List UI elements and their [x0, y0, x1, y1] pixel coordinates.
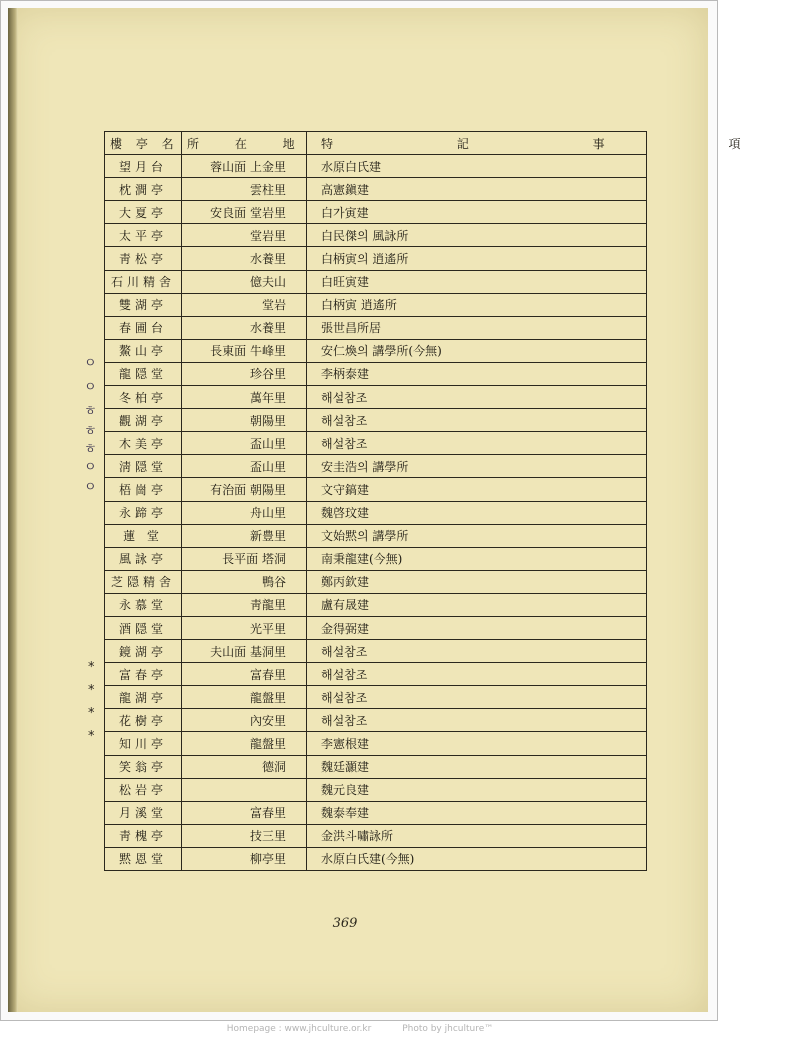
location-cell: 安良面 堂岩里: [182, 201, 307, 224]
table-row: [105, 593, 647, 616]
table-row: [105, 178, 647, 201]
asterisk-mark: *: [88, 706, 95, 721]
location-cell: 長東面 牛峰里: [182, 339, 307, 362]
asterisk-mark: *: [88, 729, 95, 744]
pavilion-name-cell: 太平亭: [105, 224, 182, 247]
note-cell: 水原白氏建: [307, 155, 647, 178]
location-cell: 長平面 塔洞: [182, 547, 307, 570]
pavilion-table: [104, 131, 800, 871]
pavilion-name-cell: 靑槐亭: [105, 824, 182, 847]
location-cell: 盃山里: [182, 455, 307, 478]
book-spine: [8, 8, 18, 1012]
table-row: [105, 570, 647, 593]
table-row: [105, 316, 647, 339]
pavilion-name-cell: 靑松亭: [105, 247, 182, 270]
table-row: [105, 801, 647, 824]
pavilion-name-cell: 石川精舍: [105, 270, 182, 293]
table-row: [105, 478, 647, 501]
table-row: [105, 755, 647, 778]
location-cell: 靑龍里: [182, 593, 307, 616]
location-cell: 舟山里: [182, 501, 307, 524]
note-cell: 李憲根建: [307, 732, 647, 755]
pavilion-name-cell: 枕澗亭: [105, 178, 182, 201]
pavilion-name-cell: 春圃台: [105, 316, 182, 339]
pavilion-name-cell: 永慕堂: [105, 593, 182, 616]
table-row: [105, 524, 647, 547]
pavilion-name-cell: 梧崗亭: [105, 478, 182, 501]
note-cell: 高憲鎭建: [307, 178, 647, 201]
note-cell: 鄭丙欽建: [307, 570, 647, 593]
location-cell: 蓉山面 上金里: [182, 155, 307, 178]
table-header-row: [105, 132, 647, 155]
handwritten-margin-mark: ㅇ: [84, 380, 97, 395]
note-cell: 文始黙의 講學所: [307, 524, 647, 547]
note-cell: 白가寅建: [307, 201, 647, 224]
table-row: [105, 293, 647, 316]
note-cell: 해설참조: [307, 432, 647, 455]
pavilion-name-cell: 風詠亭: [105, 547, 182, 570]
table-row: [105, 270, 647, 293]
location-cell: 盃山里: [182, 432, 307, 455]
handwritten-margin-mark: ㅎ: [84, 442, 97, 457]
note-cell: 盧有晟建: [307, 593, 647, 616]
table-row: [105, 339, 647, 362]
note-cell: 魏啓玟建: [307, 501, 647, 524]
location-cell: 朝陽里: [182, 409, 307, 432]
location-cell: 雲柱里: [182, 178, 307, 201]
location-cell: 水養里: [182, 316, 307, 339]
table-row: [105, 732, 647, 755]
asterisk-mark: *: [88, 683, 95, 698]
photo-credit-footer: [0, 1024, 720, 1034]
asterisk-mark: *: [88, 660, 95, 675]
pavilion-name-cell: 鰲山亭: [105, 339, 182, 362]
table-row: [105, 709, 647, 732]
pavilion-name-cell: 蓮 堂: [105, 524, 182, 547]
table-row: [105, 824, 647, 847]
note-cell: 해설참조: [307, 663, 647, 686]
location-cell: 有治面 朝陽里: [182, 478, 307, 501]
location-cell: [182, 778, 307, 801]
table-row: [105, 409, 647, 432]
table-row: [105, 247, 647, 270]
table-row: [105, 778, 647, 801]
note-cell: 白旺寅建: [307, 270, 647, 293]
handwritten-margin-mark: ㅎ: [84, 404, 97, 419]
note-cell: 白民傑의 風詠所: [307, 224, 647, 247]
location-cell: 龍盤里: [182, 686, 307, 709]
note-cell: 文守鎬建: [307, 478, 647, 501]
handwritten-margin-mark: ㅇ: [84, 356, 97, 371]
table-row: [105, 616, 647, 639]
pavilion-name-cell: 木美亭: [105, 432, 182, 455]
pavilion-name-cell: 龍隠堂: [105, 362, 182, 385]
note-cell: 魏廷灝建: [307, 755, 647, 778]
table-row: [105, 686, 647, 709]
note-cell: 魏元良建: [307, 778, 647, 801]
location-cell: 鴨谷: [182, 570, 307, 593]
pavilion-name-cell: 觀湖亭: [105, 409, 182, 432]
pavilion-name-cell: 龍湖亭: [105, 686, 182, 709]
note-cell: 해설참조: [307, 709, 647, 732]
table-row: [105, 663, 647, 686]
table-row: [105, 224, 647, 247]
location-cell: 內安里: [182, 709, 307, 732]
note-cell: 해설참조: [307, 686, 647, 709]
handwritten-margin-mark: ㅎ: [84, 424, 97, 439]
location-cell: 堂岩: [182, 293, 307, 316]
note-cell: 白柄寅의 逍遙所: [307, 247, 647, 270]
table-row: [105, 155, 647, 178]
location-cell: 龍盤里: [182, 732, 307, 755]
note-cell: 해설참조: [307, 409, 647, 432]
footer-homepage[interactable]: Homepage : www.jhculture.or.kr: [226, 1024, 372, 1034]
table-row: [105, 386, 647, 409]
location-cell: 新豊里: [182, 524, 307, 547]
handwritten-margin-mark: ㅇ: [84, 460, 97, 475]
pavilion-name-cell: 笑翁亭: [105, 755, 182, 778]
pavilion-name-cell: 望月台: [105, 155, 182, 178]
header-location: 所 在 地: [182, 132, 307, 155]
note-cell: 金洪斗嘯詠所: [307, 824, 647, 847]
note-cell: 張世昌所居: [307, 316, 647, 339]
table-row: [105, 362, 647, 385]
location-cell: 光平里: [182, 616, 307, 639]
location-cell: 億夫山: [182, 270, 307, 293]
location-cell: 珍谷里: [182, 362, 307, 385]
header-pavilion-name: 樓 亭 名: [105, 132, 182, 155]
note-cell: 해설참조: [307, 386, 647, 409]
pavilion-name-cell: 永蹄亭: [105, 501, 182, 524]
note-cell: 魏泰奉建: [307, 801, 647, 824]
note-cell: 南秉龍建(今無): [307, 547, 647, 570]
location-cell: 萬年里: [182, 386, 307, 409]
pavilion-name-cell: 雙湖亭: [105, 293, 182, 316]
pavilion-name-cell: 富春亭: [105, 663, 182, 686]
note-cell: 金得弼建: [307, 616, 647, 639]
table-row: [105, 640, 647, 663]
note-cell: 白柄寅 逍遙所: [307, 293, 647, 316]
table-row: [105, 501, 647, 524]
pavilion-name-cell: 黙恩堂: [105, 847, 182, 870]
pavilion-name-cell: 淸隠堂: [105, 455, 182, 478]
location-cell: 柳亭里: [182, 847, 307, 870]
location-cell: 富春里: [182, 663, 307, 686]
pavilion-name-cell: 知川亭: [105, 732, 182, 755]
footer-photo-credit: Photo by jhculture™: [402, 1024, 494, 1034]
note-cell: 해설참조: [307, 640, 647, 663]
pavilion-name-cell: 月溪堂: [105, 801, 182, 824]
pavilion-name-cell: 大夏亭: [105, 201, 182, 224]
note-cell: 水原白氏建(今無): [307, 847, 647, 870]
table-row: [105, 847, 647, 870]
table-row: [105, 547, 647, 570]
note-cell: 安仁煥의 講學所(今無): [307, 339, 647, 362]
location-cell: 富春里: [182, 801, 307, 824]
pavilion-name-cell: 酒隠堂: [105, 616, 182, 639]
table-row: [105, 455, 647, 478]
location-cell: 水養里: [182, 247, 307, 270]
pavilion-name-cell: 松岩亭: [105, 778, 182, 801]
handwritten-margin-mark: ㅇ: [84, 480, 97, 495]
header-notes: 特 記 事 項: [307, 132, 647, 155]
table-row: [105, 201, 647, 224]
pavilion-name-cell: 冬柏亭: [105, 386, 182, 409]
note-cell: 李柄泰建: [307, 362, 647, 385]
page-number: 369: [332, 916, 358, 931]
pavilion-name-cell: 鏡湖亭: [105, 640, 182, 663]
pavilion-name-cell: 芝隠精舍: [105, 570, 182, 593]
location-cell: 德洞: [182, 755, 307, 778]
location-cell: 堂岩里: [182, 224, 307, 247]
location-cell: 夫山面 基洞里: [182, 640, 307, 663]
note-cell: 安圭浩의 講學所: [307, 455, 647, 478]
pavilion-name-cell: 花樹亭: [105, 709, 182, 732]
table-row: [105, 432, 647, 455]
location-cell: 技三里: [182, 824, 307, 847]
